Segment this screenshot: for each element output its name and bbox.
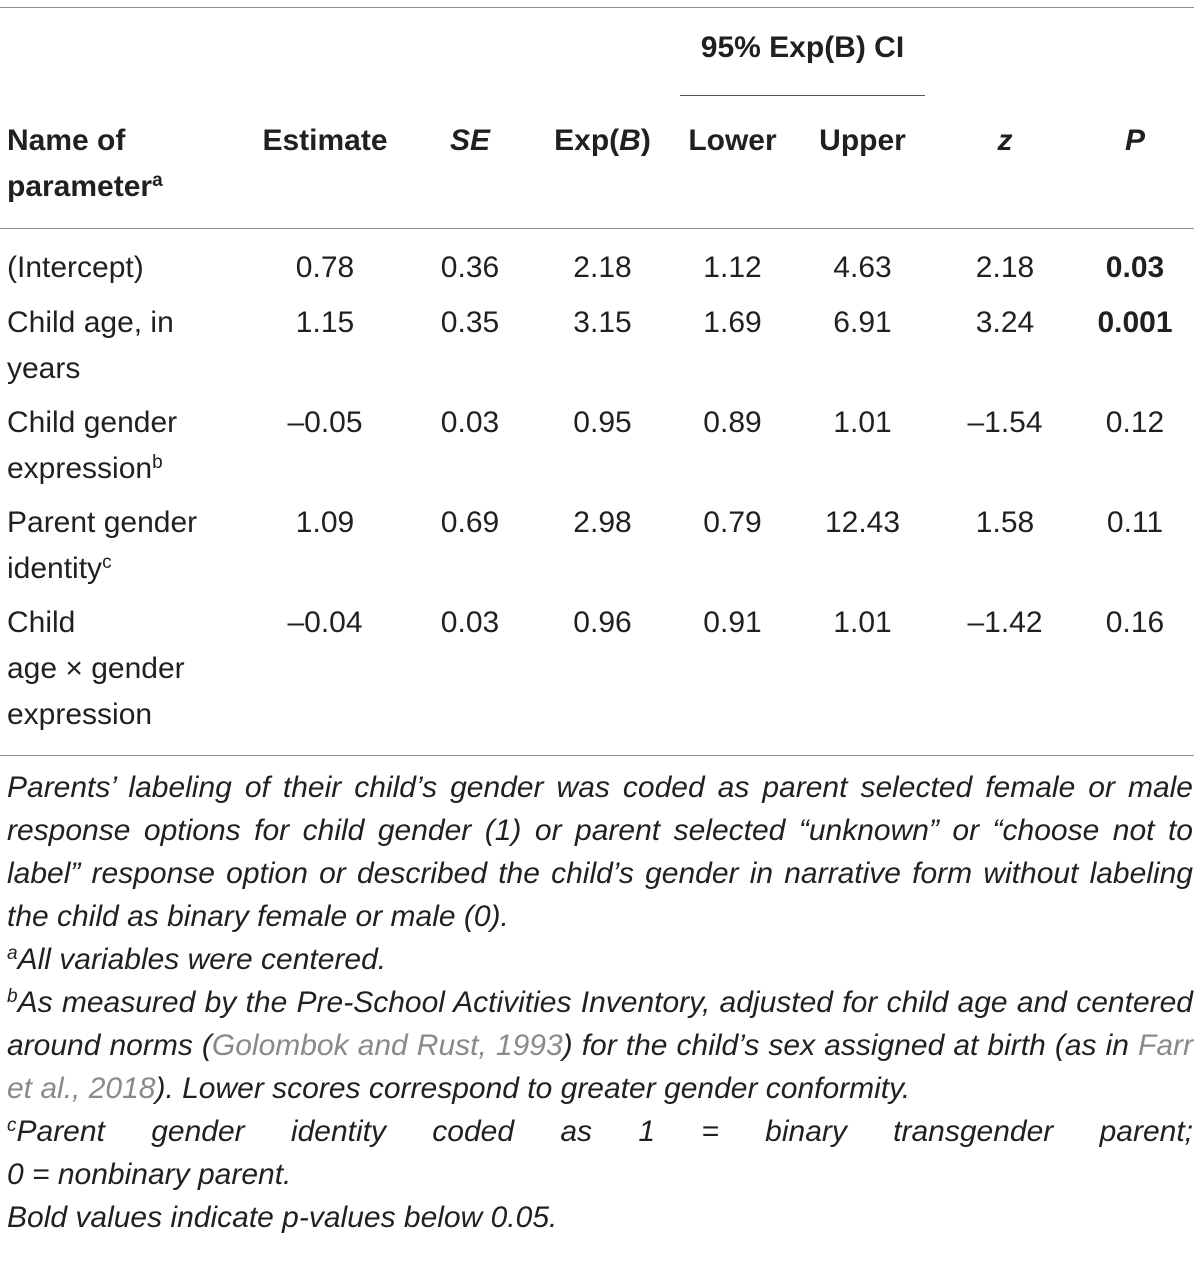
cell-lower: 0.91 bbox=[703, 606, 762, 639]
header-name-line2: parameter bbox=[7, 170, 153, 203]
top-rule bbox=[0, 7, 1194, 8]
note-b bbox=[7, 981, 1193, 1110]
note-c-cont: 0 = nonbinary parent. bbox=[7, 1158, 292, 1191]
note-c bbox=[7, 1110, 1193, 1153]
note-c-mark: c bbox=[7, 1115, 17, 1136]
note-b-text-2: ) for the child’s sex assigned at birth (as in bbox=[562, 1029, 1138, 1062]
table-bottom-rule bbox=[0, 755, 1194, 756]
note-b-mark: b bbox=[7, 986, 18, 1007]
note-a bbox=[7, 938, 1193, 981]
header-estimate: Estimate bbox=[262, 124, 388, 157]
cell-upper: 1.01 bbox=[833, 606, 892, 639]
cell-upper: 12.43 bbox=[824, 506, 901, 539]
header-expb-suffix: ) bbox=[640, 124, 651, 157]
header-bottom-rule bbox=[0, 228, 1194, 229]
cell-parameter-name bbox=[7, 300, 174, 392]
parameter-name-line: (Intercept) bbox=[7, 251, 144, 284]
cell-se: 0.69 bbox=[440, 506, 500, 539]
cell-expb: 0.95 bbox=[573, 406, 632, 439]
cell-p: 0.16 bbox=[1105, 606, 1165, 639]
parameter-footnote-mark: c bbox=[102, 552, 112, 573]
cell-upper: 1.01 bbox=[833, 406, 892, 439]
parameter-name-line: expression bbox=[7, 452, 153, 485]
note-c-text-1: Parent gender identity coded as 1 = binary transgender parent; bbox=[16, 1115, 1193, 1148]
parameter-name-line: age × gender bbox=[7, 652, 185, 685]
ci-group-header: 95% Exp(B) CI bbox=[700, 31, 905, 64]
cell-estimate: 1.09 bbox=[295, 506, 355, 539]
cell-upper: 4.63 bbox=[833, 251, 892, 284]
header-expb-b: B bbox=[619, 124, 641, 157]
cell-z: 2.18 bbox=[975, 251, 1035, 284]
cell-lower: 1.69 bbox=[703, 306, 762, 339]
cell-p: 0.12 bbox=[1105, 406, 1165, 439]
parameter-name-line: expression bbox=[7, 698, 153, 731]
cell-lower: 0.89 bbox=[703, 406, 762, 439]
parameter-footnote-mark: b bbox=[152, 452, 163, 473]
header-z: z bbox=[997, 124, 1013, 157]
header-name-sup: a bbox=[152, 170, 163, 191]
header-lower: Lower bbox=[688, 124, 777, 157]
cell-p: 0.03 bbox=[1105, 251, 1165, 284]
parameter-name-line: Child bbox=[7, 606, 76, 639]
cell-estimate: 1.15 bbox=[295, 306, 355, 339]
table-footnotes bbox=[7, 766, 1193, 1239]
note-a-mark: a bbox=[7, 943, 18, 964]
cell-z: 3.24 bbox=[975, 306, 1035, 339]
cell-estimate: 0.78 bbox=[295, 251, 355, 284]
cell-p: 0.11 bbox=[1106, 506, 1164, 539]
cell-z: –1.54 bbox=[967, 406, 1043, 439]
cell-expb: 2.98 bbox=[573, 506, 632, 539]
cell-parameter-name bbox=[7, 600, 185, 738]
header-expb bbox=[545, 118, 660, 164]
ref-link-golombok[interactable]: Golombok and Rust, 1993 bbox=[211, 1029, 563, 1062]
cell-se: 0.03 bbox=[440, 606, 500, 639]
note-b-text-1: As measured by the Pre-School Activities Inventory, adjusted for child age and centered around norms ( bbox=[7, 986, 1193, 1062]
cell-se: 0.36 bbox=[440, 251, 500, 284]
header-se: SE bbox=[449, 124, 491, 157]
cell-expb: 2.18 bbox=[573, 251, 632, 284]
note-a-text: All variables were centered. bbox=[17, 943, 387, 976]
cell-expb: 0.96 bbox=[573, 606, 632, 639]
note-bold: Bold values indicate p-values below 0.05. bbox=[7, 1201, 558, 1234]
note-b-text-3: ). Lower scores correspond to greater gender conformity. bbox=[155, 1072, 911, 1105]
parameter-name-line: identity bbox=[7, 552, 103, 585]
cell-se: 0.03 bbox=[440, 406, 500, 439]
cell-parameter-name bbox=[7, 245, 144, 291]
cell-expb: 3.15 bbox=[573, 306, 632, 339]
ref-link-farr[interactable]: Farr et al., 2018 bbox=[7, 1029, 1193, 1105]
cell-lower: 0.79 bbox=[703, 506, 762, 539]
cell-estimate: –0.05 bbox=[287, 406, 363, 439]
parameter-name-line: Child gender bbox=[7, 406, 178, 439]
cell-parameter-name bbox=[7, 400, 177, 492]
header-upper: Upper bbox=[819, 124, 906, 157]
header-name-line1: Name of bbox=[7, 124, 126, 157]
parameter-name-line: years bbox=[7, 352, 81, 385]
note-main: Parents’ labeling of their child’s gender was coded as parent selected female or male response options for child gender (1) or parent selected “unknown” or “choose not to label” response option or described the child’s gender in narrative form without labeling the child as binary female or male (0). bbox=[7, 771, 1193, 933]
parameter-name-line: Parent gender bbox=[7, 506, 198, 539]
ci-group-rule bbox=[680, 95, 925, 96]
parameter-name-line: Child age, in bbox=[7, 306, 174, 339]
cell-upper: 6.91 bbox=[833, 306, 892, 339]
cell-se: 0.35 bbox=[440, 306, 500, 339]
cell-estimate: –0.04 bbox=[287, 606, 363, 639]
header-p: P bbox=[1124, 124, 1145, 157]
cell-parameter-name bbox=[7, 500, 197, 592]
header-expb-prefix: Exp( bbox=[554, 124, 620, 157]
cell-z: –1.42 bbox=[967, 606, 1043, 639]
cell-p: 0.001 bbox=[1097, 306, 1173, 339]
cell-lower: 1.12 bbox=[703, 251, 762, 284]
header-name-of-parameter bbox=[7, 118, 163, 210]
cell-z: 1.58 bbox=[975, 506, 1035, 539]
